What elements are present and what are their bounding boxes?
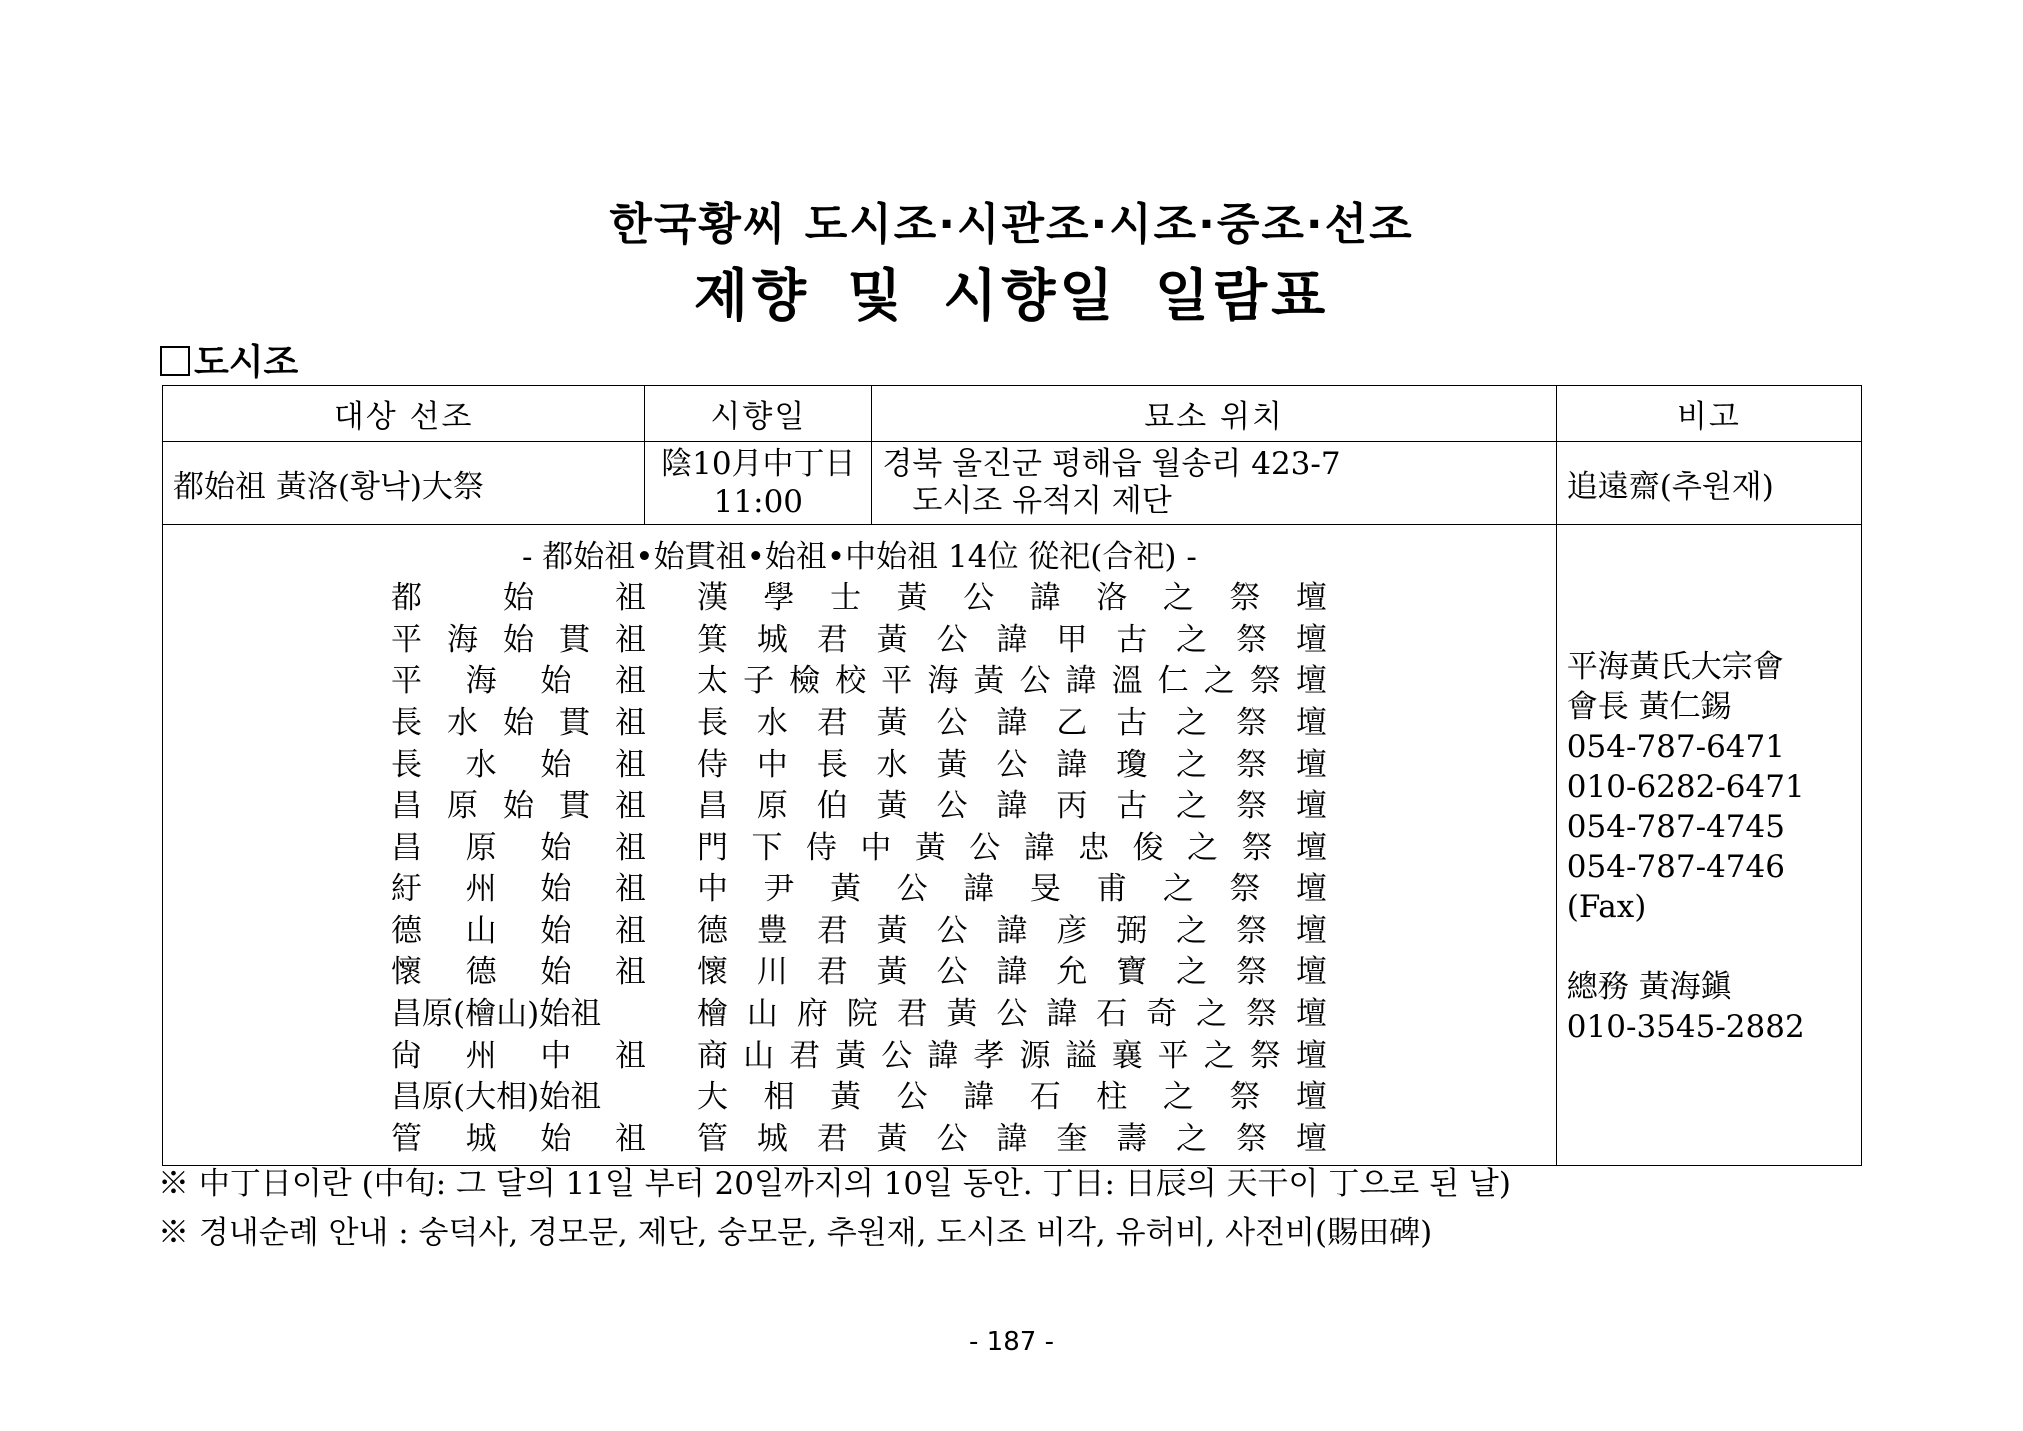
altar-char: 祭 [1241, 829, 1273, 866]
contact-line: 010-6282-6471 [1566, 769, 1805, 805]
date-line2: 11:00 [713, 484, 804, 520]
altar-char: 之 [1162, 871, 1194, 908]
altar-char: 侍 [697, 746, 728, 783]
altar-char: 諱 [996, 788, 1028, 825]
altar-char: 諱 [996, 954, 1028, 991]
altar-char: 石 [1029, 1079, 1061, 1116]
altar-char: 祭 [1245, 996, 1277, 1033]
altar-char: 公 [936, 1120, 968, 1157]
contact-line: 會長 黃仁錫 [1566, 689, 1732, 725]
altar-char: 壇 [1295, 1037, 1327, 1074]
altar-char: 檜 [697, 996, 728, 1033]
ancestor-char: 始 [540, 912, 572, 949]
altar-name [697, 1115, 1327, 1157]
altar-char: 諱 [1046, 996, 1078, 1033]
contact-list [1567, 647, 1861, 1047]
ancestor-char: 昌 [391, 788, 422, 825]
contact-line: 平海黃氏大宗會 [1566, 649, 1784, 685]
altar-char: 諱 [996, 621, 1028, 658]
location-line2: 도시조 유적지 제단 [912, 483, 1172, 519]
altar-char: 諱 [963, 871, 995, 908]
ancestor-char: 始 [540, 829, 572, 866]
altar-char: 懷 [697, 954, 728, 991]
altar-char: 諱 [1056, 746, 1088, 783]
altar-char: 黃 [876, 912, 908, 949]
altar-char: 之 [1176, 621, 1208, 658]
ancestor-char: 中 [540, 1037, 572, 1074]
ancestor-char: 原 [447, 788, 478, 825]
altar-char: 原 [756, 788, 788, 825]
altar-char: 壇 [1295, 996, 1327, 1033]
altar-char: 黃 [876, 1120, 908, 1157]
page-number: - 187 - [969, 1327, 1054, 1357]
altar-char: 公 [996, 996, 1028, 1033]
altar-char: 彦 [1056, 912, 1088, 949]
ancestor-title [391, 574, 646, 616]
altar-name [697, 1073, 1327, 1115]
contact-line: (Fax) [1566, 889, 1647, 925]
altar-char: 漢 [697, 580, 728, 617]
altar-char: 川 [756, 954, 788, 991]
ancestor-title [391, 948, 646, 990]
table-header-row [163, 386, 1862, 442]
ancestor-title [391, 865, 646, 907]
altar-char: 之 [1162, 580, 1194, 617]
altar-char: 祭 [1236, 621, 1268, 658]
ancestor-char: 平 [391, 621, 422, 658]
contact-line: 054-787-4746 [1566, 849, 1785, 885]
altar-char: 仁 [1157, 663, 1189, 700]
ancestor-char: 祖 [615, 580, 646, 617]
altar-char: 祭 [1236, 1120, 1268, 1157]
ancestor-char: 始 [540, 663, 572, 700]
altar-char: 黃 [876, 621, 908, 658]
ancestor-char: 始 [540, 746, 572, 783]
altar-list [163, 574, 1556, 1156]
list-item [163, 990, 1556, 1032]
altar-char: 長 [697, 704, 728, 741]
ancestor-char: 祖 [614, 1037, 646, 1074]
ancestor-char: 懷 [391, 954, 422, 991]
ancestor-char: 長 [391, 746, 422, 783]
altar-char: 公 [936, 621, 968, 658]
ancestor-char: 原 [465, 829, 497, 866]
altar-char: 箕 [697, 621, 728, 658]
ancestor-char: 貫 [559, 704, 590, 741]
altar-name [697, 865, 1327, 907]
ancestor-char: 州 [465, 1037, 497, 1074]
ancestor-char: 昌原(檜山)始祖 [391, 996, 602, 1033]
altar-char: 水 [756, 704, 788, 741]
cell-ancestor: 都始祖 黃洛(황낙)大祭 [163, 442, 645, 525]
altar-name [697, 990, 1327, 1032]
altar-char: 之 [1176, 704, 1208, 741]
altar-list-cell [163, 525, 1557, 1166]
altar-char: 壇 [1295, 704, 1327, 741]
ancestor-char: 始 [503, 621, 534, 658]
altar-char: 壇 [1295, 663, 1327, 700]
altar-char: 奇 [1146, 996, 1178, 1033]
altar-char: 黃 [936, 746, 968, 783]
ancestor-char: 始 [540, 871, 572, 908]
altar-char: 黃 [896, 580, 928, 617]
document-title-line1: 한국황씨 도시조·시관조·시조·중조·선조 [609, 199, 1414, 250]
altar-char: 弼 [1116, 912, 1148, 949]
altar-char: 子 [743, 663, 775, 700]
footnote-2: ※ 경내순례 안내 : 숭덕사, 경모문, 제단, 숭모문, 추원재, 도시조 비각, 유허비, 사전비(賜田碑) [158, 1215, 1433, 1251]
altar-char: 之 [1203, 1037, 1235, 1074]
altar-char: 院 [846, 996, 878, 1033]
list-item [163, 782, 1556, 824]
altar-char: 君 [816, 954, 848, 991]
altar-char: 君 [789, 1037, 821, 1074]
altar-char: 黃 [876, 788, 908, 825]
ancestor-char: 祖 [614, 871, 646, 908]
ancestor-char: 昌原(大相)始祖 [391, 1079, 602, 1116]
altar-char: 黃 [835, 1037, 867, 1074]
ancestor-char: 山 [465, 912, 497, 949]
cell-date [645, 442, 872, 525]
altar-char: 甫 [1096, 871, 1128, 908]
list-item [163, 948, 1556, 990]
ancestor-char: 紆 [391, 871, 422, 908]
contact-line: 054-787-6471 [1566, 729, 1785, 765]
altar-char: 黃 [973, 663, 1005, 700]
altar-char: 士 [830, 580, 862, 617]
checkbox-square-icon [160, 346, 190, 376]
table-row [163, 442, 1862, 525]
altar-name [697, 615, 1327, 657]
list-item [163, 907, 1556, 949]
ancestor-char: 祖 [614, 829, 646, 866]
ancestor-char: 德 [465, 954, 497, 991]
contact-line: 010-3545-2882 [1566, 1009, 1805, 1045]
altar-char: 祭 [1229, 871, 1261, 908]
altar-char: 黃 [876, 704, 908, 741]
altar-char: 祭 [1236, 912, 1268, 949]
altar-char: 君 [816, 704, 848, 741]
ancestor-char: 水 [465, 746, 497, 783]
altar-char: 甲 [1056, 621, 1088, 658]
altar-char: 祭 [1236, 746, 1268, 783]
altar-char: 黃 [830, 1079, 862, 1116]
altar-char: 平 [881, 663, 913, 700]
altar-char: 諱 [1029, 580, 1061, 617]
altar-name [697, 574, 1327, 616]
ancestor-char: 祖 [615, 788, 646, 825]
altar-name [697, 740, 1327, 782]
altar-char: 孝 [973, 1037, 1005, 1074]
altar-char: 黃 [946, 996, 978, 1033]
ancestor-char: 管 [391, 1120, 422, 1157]
altar-char: 君 [816, 621, 848, 658]
ancestor-char: 始 [503, 580, 534, 617]
ancestor-title [391, 1073, 646, 1115]
altar-char: 之 [1176, 954, 1208, 991]
altar-char: 公 [881, 1037, 913, 1074]
altar-char: 水 [876, 746, 908, 783]
altar-char: 尹 [763, 871, 795, 908]
altar-name [697, 699, 1327, 741]
ancestor-char: 長 [391, 704, 422, 741]
altar-char: 公 [896, 1079, 928, 1116]
contact-line: 總務 黃海鎭 [1566, 969, 1732, 1005]
ancestor-char: 始 [540, 1120, 572, 1157]
altar-char: 祭 [1236, 788, 1268, 825]
document-title-line2: 제향 및 시향일 일람표 [693, 264, 1330, 329]
date-line1: 陰10月中丁日 [661, 446, 856, 482]
altar-char: 諱 [996, 1120, 1028, 1157]
ancestor-char: 昌 [391, 829, 422, 866]
ancestor-char: 祖 [615, 621, 646, 658]
ancestor-char: 水 [447, 704, 478, 741]
altar-char: 之 [1176, 746, 1208, 783]
altar-char: 乙 [1056, 704, 1088, 741]
altar-char: 之 [1196, 996, 1228, 1033]
ancestor-char: 祖 [615, 704, 646, 741]
altar-char: 溫 [1111, 663, 1143, 700]
section-heading [160, 334, 298, 385]
ancestor-char: 祖 [614, 663, 646, 700]
altar-char: 公 [936, 704, 968, 741]
ancestor-char: 祖 [614, 954, 646, 991]
altar-char: 平 [1157, 1037, 1189, 1074]
altar-char: 諱 [996, 912, 1028, 949]
altar-char: 黃 [830, 871, 862, 908]
altar-char: 山 [746, 996, 778, 1033]
altar-char: 山 [743, 1037, 775, 1074]
altar-char: 源 [1019, 1037, 1051, 1074]
altar-char: 之 [1176, 912, 1208, 949]
list-item [163, 574, 1556, 616]
contact-line [1567, 927, 1861, 967]
header-note: 비고 [1556, 386, 1861, 442]
altar-char: 壇 [1295, 621, 1327, 658]
list-item [163, 657, 1556, 699]
altar-char: 奎 [1056, 1120, 1088, 1157]
ancestor-char: 貫 [559, 788, 590, 825]
ancestor-char: 城 [465, 1120, 497, 1157]
altar-char: 古 [1116, 788, 1148, 825]
list-item [163, 699, 1556, 741]
altar-char: 太 [697, 663, 728, 700]
altar-char: 之 [1162, 1079, 1194, 1116]
altar-char: 石 [1096, 996, 1128, 1033]
ancestor-char: 始 [503, 788, 534, 825]
ancestor-char: 海 [465, 663, 497, 700]
contact-cell [1556, 525, 1861, 1166]
altar-char: 下 [751, 829, 783, 866]
altar-char: 允 [1056, 954, 1088, 991]
schedule-table [162, 385, 1862, 1166]
altar-char: 公 [936, 912, 968, 949]
altar-char: 祭 [1229, 580, 1261, 617]
altar-char: 長 [816, 746, 848, 783]
ancestor-char: 州 [465, 871, 497, 908]
altar-char: 校 [835, 663, 867, 700]
altar-char: 府 [796, 996, 828, 1033]
altar-char: 柱 [1096, 1079, 1128, 1116]
cell-note: 追遠齋(추원재) [1556, 442, 1861, 525]
ancestor-title [391, 740, 646, 782]
altar-char: 壇 [1295, 829, 1327, 866]
altar-char: 公 [936, 788, 968, 825]
altar-name [697, 657, 1327, 699]
altar-char: 丙 [1056, 788, 1088, 825]
altar-char: 壇 [1295, 954, 1327, 991]
altar-char: 祭 [1249, 1037, 1281, 1074]
altar-char: 學 [763, 580, 795, 617]
altar-list-header: - 都始祖•始貫祖•始祖•中始祖 14位 從祀(合祀) - [521, 538, 1197, 575]
altar-char: 諱 [927, 1037, 959, 1074]
altar-char: 諱 [963, 1079, 995, 1116]
altar-char: 大 [697, 1079, 728, 1116]
altar-char: 寶 [1116, 954, 1148, 991]
altar-char: 壇 [1295, 871, 1327, 908]
altar-name [697, 1031, 1327, 1073]
altar-char: 黃 [914, 829, 946, 866]
header-ancestor: 대상 선조 [163, 386, 645, 442]
location-line1: 경북 울진군 평해읍 월송리 423-7 [882, 446, 1341, 482]
altar-name [697, 823, 1327, 865]
altar-name [697, 907, 1327, 949]
ancestor-char: 德 [391, 912, 422, 949]
altar-char: 俊 [1132, 829, 1164, 866]
ancestor-char: 祖 [614, 746, 646, 783]
altar-char: 公 [896, 871, 928, 908]
list-item [163, 740, 1556, 782]
altar-char: 城 [756, 1120, 788, 1157]
altar-char: 中 [860, 829, 892, 866]
ancestor-char: 尙 [391, 1037, 422, 1074]
altar-char: 壇 [1295, 1079, 1327, 1116]
altar-char: 壇 [1295, 1120, 1327, 1157]
altar-char: 祭 [1236, 954, 1268, 991]
altar-char: 祭 [1249, 663, 1281, 700]
altar-char: 之 [1187, 829, 1219, 866]
altar-char: 海 [927, 663, 959, 700]
altar-char: 襄 [1111, 1037, 1143, 1074]
altar-char: 侍 [805, 829, 837, 866]
list-item [163, 615, 1556, 657]
ancestor-char: 平 [391, 663, 422, 700]
ancestor-char: 都 [391, 580, 422, 617]
ancestor-char: 貫 [559, 621, 590, 658]
ancestor-char: 祖 [614, 912, 646, 949]
altar-char: 祭 [1229, 1079, 1261, 1116]
altar-char: 伯 [816, 788, 848, 825]
altar-char: 門 [697, 829, 728, 866]
altar-char: 公 [1019, 663, 1051, 700]
altar-char: 諱 [1065, 663, 1097, 700]
ancestor-title [391, 1115, 646, 1157]
altar-char: 中 [756, 746, 788, 783]
altar-char: 諱 [996, 704, 1028, 741]
list-item [163, 1073, 1556, 1115]
altar-char: 公 [996, 746, 1028, 783]
altar-char: 公 [963, 580, 995, 617]
list-item [163, 1115, 1556, 1157]
altar-char: 壇 [1295, 580, 1327, 617]
altar-char: 公 [936, 954, 968, 991]
altar-char: 中 [697, 871, 728, 908]
altar-char: 洛 [1096, 580, 1128, 617]
table-row [163, 525, 1862, 1166]
ancestor-title [391, 782, 646, 824]
altar-char: 君 [816, 1120, 848, 1157]
altar-char: 祭 [1236, 704, 1268, 741]
list-item [163, 865, 1556, 907]
altar-char: 管 [697, 1120, 728, 1157]
ancestor-char: 海 [447, 621, 478, 658]
altar-char: 君 [816, 912, 848, 949]
altar-name [697, 948, 1327, 990]
altar-name [697, 782, 1327, 824]
list-item [163, 823, 1556, 865]
altar-char: 瓊 [1116, 746, 1148, 783]
altar-char: 壇 [1295, 912, 1327, 949]
ancestor-title [391, 657, 646, 699]
altar-char: 古 [1116, 621, 1148, 658]
ancestor-char: 始 [503, 704, 534, 741]
altar-char: 相 [763, 1079, 795, 1116]
section-label: 도시조 [194, 342, 299, 383]
header-location: 묘소 위치 [872, 386, 1556, 442]
altar-char: 壇 [1295, 788, 1327, 825]
header-date: 시향일 [645, 386, 872, 442]
ancestor-title [391, 823, 646, 865]
altar-char: 德 [697, 912, 728, 949]
ancestor-title [391, 907, 646, 949]
altar-char: 壽 [1116, 1120, 1148, 1157]
ancestor-char: 祖 [614, 1120, 646, 1157]
cell-location [872, 442, 1556, 525]
altar-char: 商 [697, 1037, 728, 1074]
altar-char: 壇 [1295, 746, 1327, 783]
altar-char: 謚 [1065, 1037, 1097, 1074]
altar-char: 諱 [1023, 829, 1055, 866]
altar-char: 黃 [876, 954, 908, 991]
altar-char: 公 [969, 829, 1001, 866]
altar-char: 君 [896, 996, 928, 1033]
ancestor-title [391, 699, 646, 741]
altar-char: 之 [1176, 1120, 1208, 1157]
altar-char: 豊 [756, 912, 788, 949]
ancestor-title [391, 990, 646, 1032]
altar-char: 檢 [789, 663, 821, 700]
altar-char: 之 [1176, 788, 1208, 825]
altar-char: 之 [1203, 663, 1235, 700]
ancestor-char: 始 [540, 954, 572, 991]
footnote-1: ※ 中丁日이란 (中旬: 그 달의 11일 부터 20일까지의 10일 동안. 丁日: 日辰의 天干이 丁으로 된 날) [158, 1166, 1511, 1202]
altar-char: 忠 [1078, 829, 1110, 866]
altar-char: 旻 [1029, 871, 1061, 908]
contact-line: 054-787-4745 [1566, 809, 1785, 845]
altar-char: 城 [756, 621, 788, 658]
list-item [163, 1031, 1556, 1073]
ancestor-title [391, 615, 646, 657]
altar-char: 昌 [697, 788, 728, 825]
ancestor-title [391, 1031, 646, 1073]
altar-char: 古 [1116, 704, 1148, 741]
